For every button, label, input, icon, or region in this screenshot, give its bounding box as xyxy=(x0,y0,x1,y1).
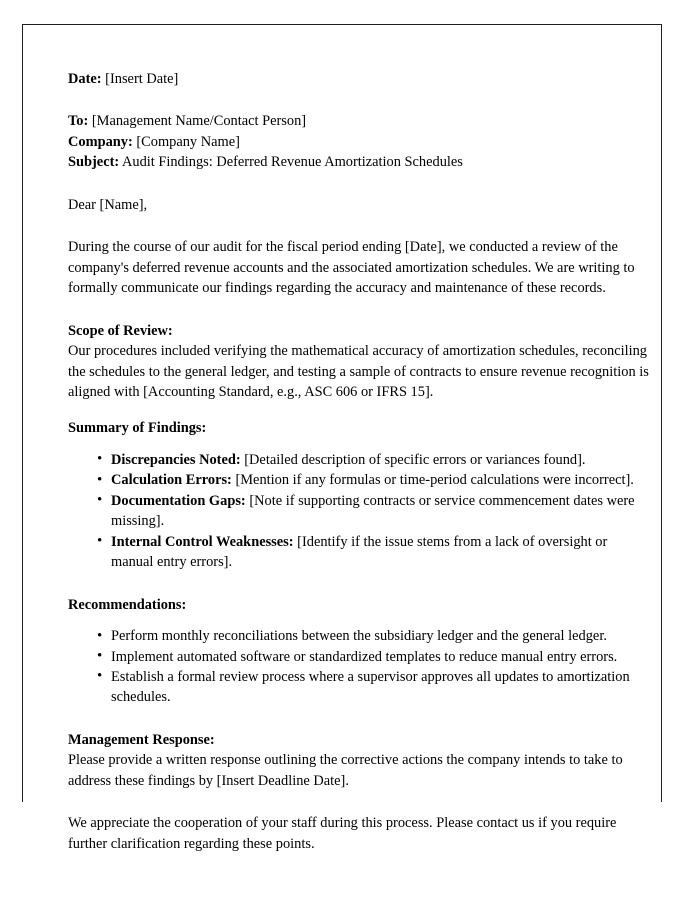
document-page-frame xyxy=(22,24,662,852)
company-label: Company: xyxy=(68,133,133,150)
scope-paragraph: Our procedures included verifying the mathematical accuracy of amortization schedules, reconciling the schedules to the general ledger, and testing a sample of contracts to ensure revenue recognition is aligned with [Accounting Standard, e.g., ASC 606 or IFRS 15]. xyxy=(68,343,649,400)
list-item xyxy=(97,470,653,490)
finding-label: Discrepancies Noted: xyxy=(111,451,241,468)
salutation: Dear [Name], xyxy=(68,196,148,213)
subject-value: Audit Findings: Deferred Revenue Amortization Schedules xyxy=(121,154,463,171)
finding-label: Internal Control Weaknesses: xyxy=(111,533,294,550)
scope-heading: Scope of Review: xyxy=(68,322,173,339)
spacer xyxy=(68,299,653,321)
recommendations-heading: Recommendations: xyxy=(68,596,187,613)
spacer xyxy=(68,573,653,595)
closing-paragraph: We appreciate the cooperation of your staff during this process. Please contact us if you require further clarification regarding these points. xyxy=(68,815,617,852)
date-line xyxy=(68,69,653,89)
spacer xyxy=(68,173,653,195)
spacer xyxy=(68,402,653,418)
company-value: [Company Name] xyxy=(136,133,240,150)
findings-heading: Summary of Findings: xyxy=(68,420,207,437)
list-item: • Establish a formal review process where a supervisor approves all updates to amortization schedules. xyxy=(97,667,653,708)
list-item: • Perform monthly reconciliations between the subsidiary ledger and the general ledger. xyxy=(97,626,653,646)
to-line xyxy=(68,111,653,131)
spacer xyxy=(68,215,653,237)
subject-line xyxy=(68,152,653,172)
spacer xyxy=(68,439,653,450)
finding-text: [Identify if the issue stems from a lack of oversight or manual entry errors]. xyxy=(111,533,608,571)
to-value: [Management Name/Contact Person] xyxy=(91,113,307,130)
date-value: [Insert Date] xyxy=(105,71,179,87)
findings-list xyxy=(68,450,653,573)
letter-body xyxy=(68,69,653,854)
spacer xyxy=(68,615,653,626)
subject-label: Subject: xyxy=(68,154,120,171)
finding-text: [Note if supporting contracts or service commencement dates were missing]. xyxy=(111,492,635,530)
to-label: To: xyxy=(68,113,89,130)
spacer xyxy=(68,89,653,111)
company-line xyxy=(68,132,653,152)
list-item xyxy=(97,532,653,573)
management-response-paragraph: Please provide a written response outlining the corrective actions the company intends to take to address these findings by [Insert Deadline Date]. xyxy=(68,752,623,789)
intro-paragraph: During the course of our audit for the fiscal period ending [Date], we conducted a review of the company's deferred revenue accounts and the associated amortization schedules. We are writing to formally communicate our findings regarding the accuracy and maintenance of these records. xyxy=(68,239,635,297)
management-response-heading: Management Response: xyxy=(68,731,215,748)
date-label: Date: xyxy=(68,71,102,87)
list-item: • Implement automated software or standardized templates to reduce manual entry errors. xyxy=(97,647,653,667)
finding-label: Documentation Gaps: xyxy=(111,492,246,509)
finding-text: [Mention if any formulas or time-period calculations were incorrect]. xyxy=(235,472,634,489)
finding-label: Calculation Errors: xyxy=(111,472,232,489)
recommendations-list xyxy=(68,626,653,708)
finding-text: [Detailed description of specific errors or variances found]. xyxy=(244,451,586,468)
list-item xyxy=(97,491,653,532)
spacer xyxy=(68,708,653,730)
list-item xyxy=(97,450,653,470)
spacer xyxy=(68,791,653,813)
